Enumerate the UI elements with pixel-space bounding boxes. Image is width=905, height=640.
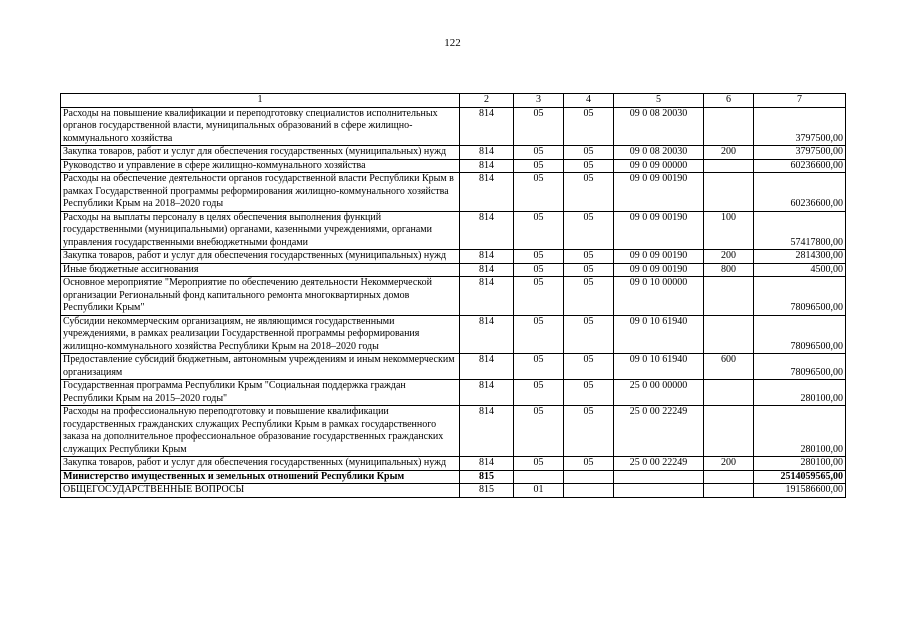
expense-type-code-cell [704, 406, 754, 457]
table-row [61, 107, 846, 146]
subsection-code-cell: 05 [564, 211, 614, 250]
section-code-cell: 05 [514, 263, 564, 277]
column-number-row [61, 94, 846, 108]
budget-table [60, 93, 846, 498]
section-code-cell: 05 [514, 457, 564, 471]
amount-cell: 191586600,00 [754, 484, 846, 498]
ministry-code-cell: 814 [460, 406, 514, 457]
subsection-code-cell [564, 484, 614, 498]
section-code-cell [514, 470, 564, 484]
expense-type-code-cell: 800 [704, 263, 754, 277]
amount-cell: 4500,00 [754, 263, 846, 277]
expense-name-cell: Руководство и управление в сфере жилищно-коммунального хозяйства [61, 159, 460, 173]
ministry-code-cell: 815 [460, 484, 514, 498]
subsection-code-cell: 05 [564, 159, 614, 173]
subsection-code-cell: 05 [564, 263, 614, 277]
section-code-cell: 05 [514, 159, 564, 173]
expense-name-cell: Иные бюджетные ассигнования [61, 263, 460, 277]
expense-type-code-cell [704, 107, 754, 146]
expense-type-code-cell: 600 [704, 354, 754, 380]
expense-type-code-cell [704, 159, 754, 173]
expense-type-code-cell [704, 173, 754, 212]
expense-type-code-cell: 200 [704, 457, 754, 471]
target-article-code-cell: 09 0 08 20030 [614, 107, 704, 146]
ministry-code-cell: 814 [460, 277, 514, 316]
expense-name-cell: Расходы на повышение квалификации и переподготовку специалистов исполнительных органов государственной власти, муниципальных образований в сфере жилищно-коммунального хозяйства [61, 107, 460, 146]
expense-name-cell: Закупка товаров, работ и услуг для обеспечения государственных (муниципальных) нужд [61, 457, 460, 471]
expense-name-cell: Расходы на обеспечение деятельности органов государственной власти Республики Крым в рамках Государственной программы реформирования жилищно-коммунального хозяйства Республики Крым на 2018–2020 годы [61, 173, 460, 212]
subsection-code-cell: 05 [564, 146, 614, 160]
ministry-code-cell: 814 [460, 211, 514, 250]
amount-cell: 78096500,00 [754, 277, 846, 316]
target-article-code-cell: 09 0 09 00190 [614, 173, 704, 212]
ministry-code-cell: 815 [460, 470, 514, 484]
amount-cell: 280100,00 [754, 457, 846, 471]
table-row [61, 470, 846, 484]
subsection-code-cell: 05 [564, 380, 614, 406]
subsection-code-cell: 05 [564, 457, 614, 471]
section-code-cell: 05 [514, 250, 564, 264]
expense-name-cell: Расходы на профессиональную переподготовку и повышение квалификации государственных гражданских служащих Республики Крым в рамках государственного заказа на дополнительное профессиональное образование государственных гражданских служащих Республики Крым [61, 406, 460, 457]
section-code-cell: 05 [514, 173, 564, 212]
target-article-code-cell [614, 470, 704, 484]
table-row [61, 380, 846, 406]
ministry-code-cell: 814 [460, 457, 514, 471]
page-number: 122 [444, 37, 461, 49]
expense-name-cell: ОБЩЕГОСУДАРСТВЕННЫЕ ВОПРОСЫ [61, 484, 460, 498]
target-article-code-cell: 09 0 10 61940 [614, 315, 704, 354]
target-article-code-cell: 25 0 00 22249 [614, 457, 704, 471]
target-article-code-cell: 25 0 00 00000 [614, 380, 704, 406]
column-number-2: 2 [460, 94, 514, 108]
amount-cell: 60236600,00 [754, 173, 846, 212]
amount-cell: 2514059565,00 [754, 470, 846, 484]
section-code-cell: 05 [514, 354, 564, 380]
subsection-code-cell: 05 [564, 315, 614, 354]
section-code-cell: 05 [514, 315, 564, 354]
target-article-code-cell: 25 0 00 22249 [614, 406, 704, 457]
expense-type-code-cell [704, 484, 754, 498]
section-code-cell: 01 [514, 484, 564, 498]
expense-type-code-cell [704, 380, 754, 406]
table-row [61, 263, 846, 277]
ministry-code-cell: 814 [460, 380, 514, 406]
amount-cell: 2814300,00 [754, 250, 846, 264]
section-code-cell: 05 [514, 107, 564, 146]
table-row [61, 173, 846, 212]
expense-name-cell: Основное мероприятие "Мероприятие по обеспечению деятельности Некоммерческой организации Региональный фонд капитального ремонта многоквартирных домов Республики Крым" [61, 277, 460, 316]
expense-name-cell: Закупка товаров, работ и услуг для обеспечения государственных (муниципальных) нужд [61, 250, 460, 264]
target-article-code-cell [614, 484, 704, 498]
target-article-code-cell: 09 0 08 20030 [614, 146, 704, 160]
table-row [61, 146, 846, 160]
section-code-cell: 05 [514, 211, 564, 250]
expense-name-cell: Расходы на выплаты персоналу в целях обеспечения выполнения функций государственными (муниципальными) органами, казенными учреждениями, органами управления государственными внебюджетными фондами [61, 211, 460, 250]
expense-name-cell: Министерство имущественных и земельных отношений Республики Крым [61, 470, 460, 484]
column-number-4: 4 [564, 94, 614, 108]
table-row [61, 354, 846, 380]
table-row [61, 159, 846, 173]
subsection-code-cell: 05 [564, 250, 614, 264]
amount-cell: 3797500,00 [754, 107, 846, 146]
subsection-code-cell: 05 [564, 107, 614, 146]
expense-name-cell: Закупка товаров, работ и услуг для обеспечения государственных (муниципальных) нужд [61, 146, 460, 160]
amount-cell: 57417800,00 [754, 211, 846, 250]
ministry-code-cell: 814 [460, 159, 514, 173]
ministry-code-cell: 814 [460, 315, 514, 354]
target-article-code-cell: 09 0 10 00000 [614, 277, 704, 316]
amount-cell: 280100,00 [754, 380, 846, 406]
amount-cell: 60236600,00 [754, 159, 846, 173]
column-number-5: 5 [614, 94, 704, 108]
section-code-cell: 05 [514, 380, 564, 406]
expense-name-cell: Предоставление субсидий бюджетным, автономным учреждениям и иным некоммерческим организациям [61, 354, 460, 380]
expense-name-cell: Государственная программа Республики Крым "Социальная поддержка граждан Республики Крым на 2015–2020 годы" [61, 380, 460, 406]
expense-type-code-cell: 200 [704, 146, 754, 160]
subsection-code-cell [564, 470, 614, 484]
table-row [61, 211, 846, 250]
target-article-code-cell: 09 0 09 00190 [614, 211, 704, 250]
expense-type-code-cell [704, 315, 754, 354]
subsection-code-cell: 05 [564, 173, 614, 212]
table-row [61, 277, 846, 316]
column-number-1: 1 [61, 94, 460, 108]
column-number-7: 7 [754, 94, 846, 108]
column-number-3: 3 [514, 94, 564, 108]
expense-type-code-cell: 100 [704, 211, 754, 250]
ministry-code-cell: 814 [460, 146, 514, 160]
expense-type-code-cell: 200 [704, 250, 754, 264]
amount-cell: 78096500,00 [754, 315, 846, 354]
target-article-code-cell: 09 0 09 00190 [614, 250, 704, 264]
subsection-code-cell: 05 [564, 354, 614, 380]
section-code-cell: 05 [514, 277, 564, 316]
ministry-code-cell: 814 [460, 354, 514, 380]
column-number-6: 6 [704, 94, 754, 108]
ministry-code-cell: 814 [460, 173, 514, 212]
ministry-code-cell: 814 [460, 107, 514, 146]
target-article-code-cell: 09 0 09 00190 [614, 263, 704, 277]
section-code-cell: 05 [514, 146, 564, 160]
amount-cell: 78096500,00 [754, 354, 846, 380]
table-row [61, 406, 846, 457]
expense-name-cell: Субсидии некоммерческим организациям, не являющимся государственными учреждениями, в рамках реализации Государственной программы реформирования жилищно-коммунального хозяйства Республики Крым на 2018–2020 годы [61, 315, 460, 354]
table-row [61, 484, 846, 498]
expense-type-code-cell [704, 470, 754, 484]
table-row [61, 457, 846, 471]
amount-cell: 3797500,00 [754, 146, 846, 160]
target-article-code-cell: 09 0 10 61940 [614, 354, 704, 380]
subsection-code-cell: 05 [564, 277, 614, 316]
ministry-code-cell: 814 [460, 263, 514, 277]
subsection-code-cell: 05 [564, 406, 614, 457]
table-row [61, 315, 846, 354]
amount-cell: 280100,00 [754, 406, 846, 457]
table-row [61, 250, 846, 264]
section-code-cell: 05 [514, 406, 564, 457]
ministry-code-cell: 814 [460, 250, 514, 264]
target-article-code-cell: 09 0 09 00000 [614, 159, 704, 173]
expense-type-code-cell [704, 277, 754, 316]
